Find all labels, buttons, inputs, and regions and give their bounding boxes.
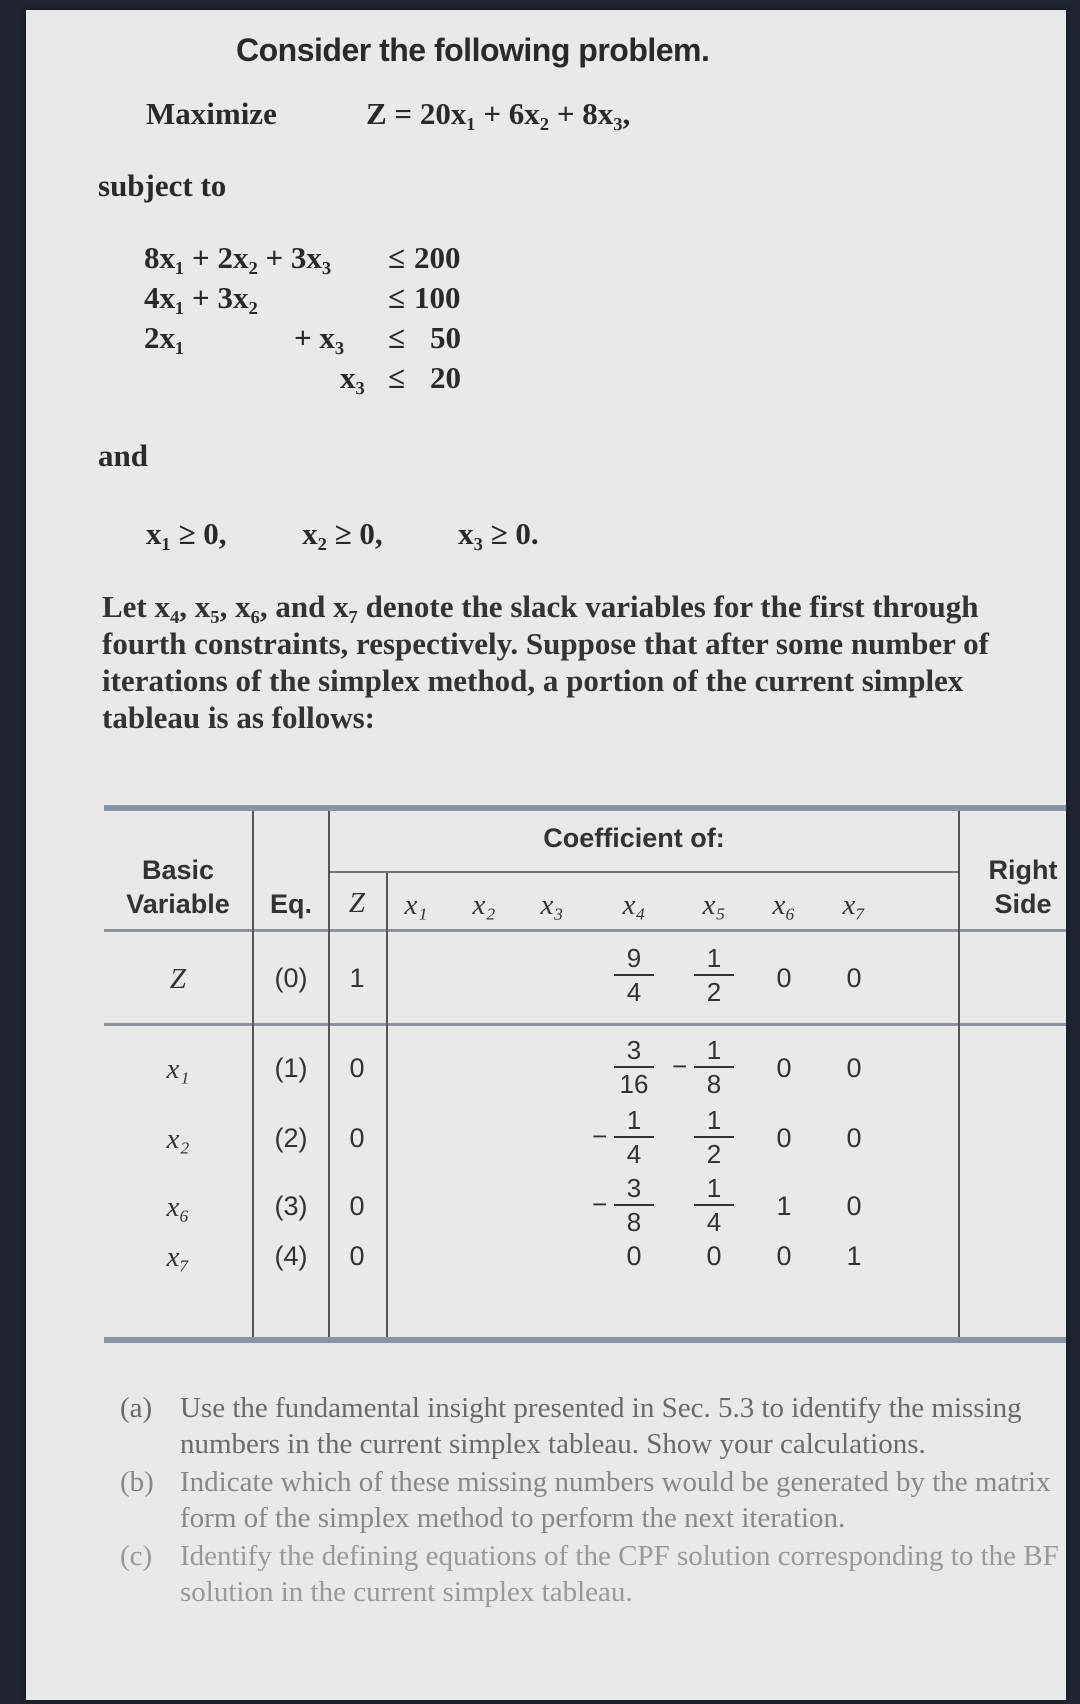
nonnegativity-constraints xyxy=(146,516,539,552)
col-header-x7: x₇ xyxy=(842,889,866,921)
denominator: 8 xyxy=(706,1069,722,1099)
denominator: 8 xyxy=(626,1207,642,1237)
minus-sign: − xyxy=(592,1189,608,1219)
constraint-lhs: 2x₁ xyxy=(144,320,185,355)
x7-coef: 0 xyxy=(846,1191,862,1221)
part-c xyxy=(120,1538,1066,1610)
constraint-4 xyxy=(144,358,504,398)
numerator: 1 xyxy=(706,943,722,973)
coefficient-header: Coefficient of: xyxy=(543,823,725,853)
part-text: Use the fundamental insight presented in Sec. 5.3 to identify the missing numbers in the current simplex tableau. Show your calculations. xyxy=(180,1392,1022,1460)
and-label: and xyxy=(98,438,148,473)
minus-sign: − xyxy=(672,1051,688,1081)
constraint-3 xyxy=(144,318,504,358)
x4-coef xyxy=(604,1037,664,1097)
nonneg-x2: x₂ ≥ 0, xyxy=(302,516,383,551)
x7-coef: 1 xyxy=(846,1241,862,1271)
col-header-x2: x₂ xyxy=(472,889,496,921)
numerator: 3 xyxy=(626,1173,642,1203)
x6-coef: 0 xyxy=(776,1123,792,1153)
nonneg-x3: x₃ ≥ 0. xyxy=(458,516,539,551)
nonneg-x1: x₁ ≥ 0, xyxy=(146,516,227,551)
denominator: 2 xyxy=(706,977,722,1007)
col-rule xyxy=(386,873,388,1337)
x6-coef: 1 xyxy=(776,1191,792,1221)
x5-coef xyxy=(684,1037,744,1097)
constraint-rel: ≤ xyxy=(388,240,406,275)
z-coef: 0 xyxy=(349,1053,365,1083)
col-header-x5: x₅ xyxy=(702,889,726,921)
subject-to-label: subject to xyxy=(98,168,227,203)
numerator: 9 xyxy=(626,943,642,973)
numerator: 1 xyxy=(626,1105,642,1135)
x5-coef xyxy=(684,1175,744,1235)
eq-number: (3) xyxy=(274,1191,308,1221)
basic-var: x₇ xyxy=(166,1241,190,1273)
eq-number: (0) xyxy=(274,963,308,993)
x5-coef: 0 xyxy=(706,1241,722,1271)
right-side-header: Right xyxy=(988,855,1058,885)
constraint-lhs: 8x₁ + 2x₂ + 3x₃ xyxy=(144,240,332,275)
z-coef: 0 xyxy=(349,1123,365,1153)
part-text: Indicate which of these missing numbers would be generated by the matrix form of the simplex method to perform the next iteration. xyxy=(180,1466,1051,1534)
z-coef: 0 xyxy=(349,1241,365,1271)
part-label: (b) xyxy=(120,1466,154,1498)
coef-underline xyxy=(328,871,958,873)
right-side-header: Side xyxy=(994,889,1052,919)
denominator: 4 xyxy=(626,1139,642,1169)
x6-coef: 0 xyxy=(776,1053,792,1083)
part-label: (a) xyxy=(120,1392,153,1424)
part-text: Identify the defining equations of the CPF solution corresponding to the BF solution in the current simplex tableau. xyxy=(180,1540,1059,1608)
part-b xyxy=(120,1464,1066,1536)
z-coef: 1 xyxy=(349,963,365,993)
question-parts xyxy=(120,1390,1066,1612)
col-header-z: Z xyxy=(348,887,366,919)
numerator: 3 xyxy=(626,1035,642,1065)
constraint-rel: ≤ xyxy=(388,320,406,355)
x4-coef: 0 xyxy=(626,1241,642,1271)
table-top-rule xyxy=(104,805,1066,811)
basic-var: x₂ xyxy=(166,1123,190,1155)
constraint-mid: x₃ xyxy=(340,360,365,395)
constraint-2 xyxy=(144,278,504,318)
x4-coef xyxy=(604,945,664,1005)
basic-variable-header: Basic xyxy=(141,855,215,885)
constraint-rhs: 50 xyxy=(430,320,461,355)
minus-sign: − xyxy=(592,1121,608,1151)
constraint-mid: + x₃ xyxy=(294,320,345,355)
eq-number: (1) xyxy=(274,1053,308,1083)
col-header-x6: x₆ xyxy=(772,889,796,921)
constraints-block xyxy=(144,238,504,398)
constraint-1 xyxy=(144,238,504,278)
numerator: 1 xyxy=(706,1105,722,1135)
x7-coef: 0 xyxy=(846,963,862,993)
x5-coef xyxy=(684,945,744,1005)
maximize-label: Maximize xyxy=(146,96,277,131)
part-a xyxy=(120,1390,1066,1462)
constraint-rhs: 200 xyxy=(414,240,461,275)
col-header-x4: x₄ xyxy=(622,889,646,921)
constraint-rel: ≤ xyxy=(388,280,406,315)
objective-function: Z = 20x₁ + 6x₂ + 8x₃, xyxy=(366,96,631,131)
basic-variable-header: Variable xyxy=(126,889,230,919)
eq-number: (4) xyxy=(274,1241,308,1271)
denominator: 4 xyxy=(626,977,642,1007)
denominator: 4 xyxy=(706,1207,722,1237)
x7-coef: 0 xyxy=(846,1053,862,1083)
constraint-rel: ≤ xyxy=(388,360,406,395)
x4-coef xyxy=(604,1175,664,1235)
constraint-rhs: 20 xyxy=(430,360,461,395)
basic-var: x₁ xyxy=(166,1053,190,1085)
table-bottom-rule xyxy=(104,1337,1066,1343)
x6-coef: 0 xyxy=(776,1241,792,1271)
x7-coef: 0 xyxy=(846,1123,862,1153)
col-header-x1: x₁ xyxy=(404,889,428,921)
header-rule xyxy=(104,929,1066,932)
eq-header: Eq. xyxy=(269,889,312,919)
basic-var: x₆ xyxy=(166,1191,190,1223)
z-row-rule xyxy=(104,1023,1066,1026)
eq-number: (2) xyxy=(274,1123,308,1153)
textbook-page xyxy=(26,10,1066,1700)
problem-heading: Consider the following problem. xyxy=(236,32,710,68)
problem-paragraph: Let x₄, x₅, x₆, and x₇ denote the slack variables for the first through fourth constraints, respectively. Suppose that after some number of iterations of the simplex method, a portion of the current simplex tableau is as follows: xyxy=(102,589,989,735)
x6-coef: 0 xyxy=(776,963,792,993)
simplex-tableau xyxy=(104,805,1066,1345)
numerator: 1 xyxy=(706,1035,722,1065)
basic-var: Z xyxy=(169,963,187,995)
denominator: 16 xyxy=(619,1069,649,1099)
constraint-lhs: 4x₁ + 3x₂ xyxy=(144,280,258,315)
denominator: 2 xyxy=(706,1139,722,1169)
col-rule xyxy=(958,811,960,1337)
z-coef: 0 xyxy=(349,1191,365,1221)
col-header-x3: x₃ xyxy=(540,889,564,921)
x4-coef xyxy=(604,1107,664,1167)
numerator: 1 xyxy=(706,1173,722,1203)
part-label: (c) xyxy=(120,1540,153,1572)
constraint-rhs: 100 xyxy=(414,280,461,315)
x5-coef xyxy=(684,1107,744,1167)
